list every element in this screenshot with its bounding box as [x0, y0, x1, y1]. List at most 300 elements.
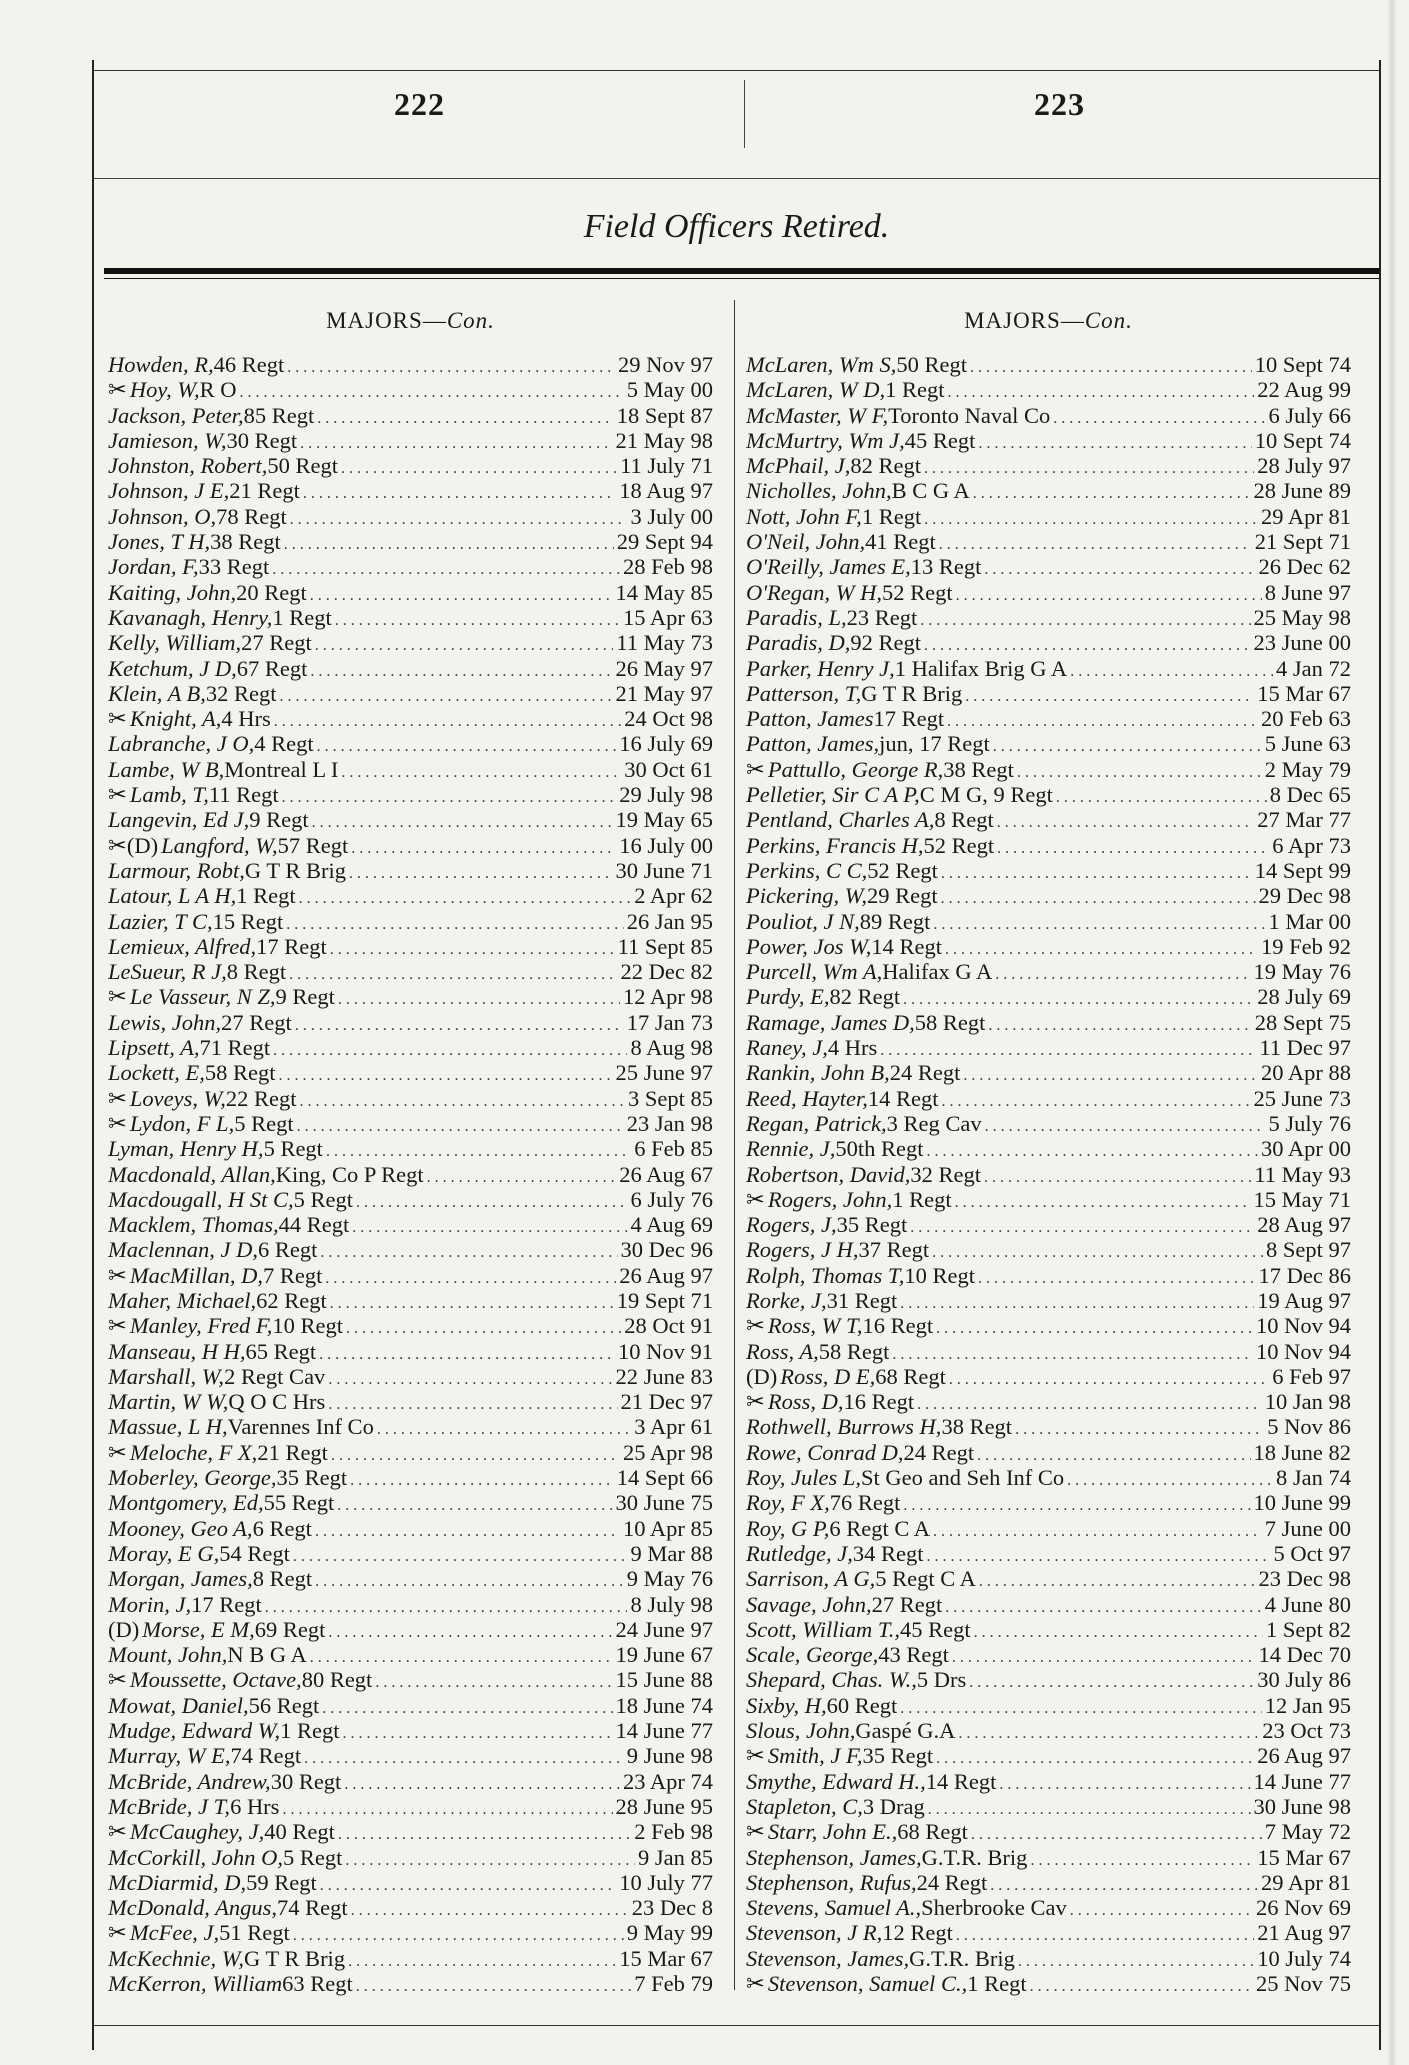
- officer-entry: [746, 1263, 1351, 1288]
- officer-entry: [108, 580, 713, 605]
- officer-unit: 6 Regt: [257, 1237, 318, 1263]
- dot-leader: [917, 1392, 1262, 1414]
- officer-name: Le Vasseur, N Z,: [129, 984, 276, 1010]
- officer-unit: 59 Regt: [246, 1869, 317, 1895]
- officer-name: Marshall, W,: [108, 1363, 225, 1389]
- officer-entry: [108, 1187, 713, 1212]
- officer-unit: 5 Regt: [282, 1844, 343, 1870]
- dot-leader: [338, 1822, 631, 1844]
- dot-leader: [984, 557, 1255, 579]
- retirement-date: 30 June 98: [1253, 1793, 1351, 1819]
- officer-unit: 74 Regt: [276, 1895, 348, 1921]
- officer-name: Lipsett, A,: [108, 1035, 200, 1061]
- entry-marker: ✂: [746, 1819, 765, 1845]
- officer-name: Montgomery, Ed,: [108, 1490, 264, 1516]
- officer-unit: 68 Regt: [897, 1819, 968, 1845]
- retirement-date: 10 June 99: [1253, 1490, 1351, 1516]
- officer-name: McCorkill, John O,: [108, 1844, 283, 1870]
- retirement-date: 7 May 72: [1264, 1819, 1351, 1845]
- officer-name: Stapleton, C,: [746, 1793, 863, 1819]
- officer-name: Loveys, W,: [129, 1085, 226, 1111]
- officer-unit: 67 Regt: [236, 655, 308, 681]
- officer-unit: 41 Regt: [865, 529, 936, 555]
- dot-leader: [924, 633, 1250, 655]
- officer-unit: 55 Regt: [263, 1490, 335, 1516]
- retirement-date: 11 July 71: [620, 453, 713, 479]
- officer-entry: [108, 1237, 713, 1262]
- retirement-date: 30 July 86: [1257, 1667, 1351, 1693]
- officer-unit: 17 Regt: [256, 933, 327, 959]
- officer-name: Pattullo, George R,: [767, 756, 944, 782]
- retirement-date: 28 July 69: [1257, 984, 1351, 1010]
- retirement-date: 16 July 69: [619, 731, 713, 757]
- dot-leader: [1070, 1898, 1253, 1920]
- officer-unit: G T R Brig: [244, 857, 346, 883]
- header-rule: [94, 178, 1379, 179]
- officer-name: Ross, D,: [767, 1389, 844, 1415]
- officer-unit: 24 Regt: [889, 1060, 961, 1086]
- officer-name: Patton, James: [746, 706, 874, 732]
- book-page-spread: [92, 60, 1381, 2050]
- retirement-date: 21 May 97: [615, 680, 713, 706]
- dot-leader: [331, 1443, 620, 1465]
- officer-entry: [746, 1617, 1351, 1642]
- officer-name: Lambe, W B,: [108, 756, 225, 782]
- dot-leader: [941, 861, 1252, 883]
- officer-name: Sixby, H,: [746, 1692, 827, 1718]
- officer-name: McFee, J,: [129, 1920, 220, 1946]
- officer-unit: 29 Regt: [867, 883, 938, 909]
- entry-marker: ✂: [108, 377, 127, 403]
- dot-leader: [1015, 1417, 1264, 1439]
- officer-unit: 71 Regt: [199, 1035, 271, 1061]
- officer-unit: 62 Regt: [256, 1287, 327, 1313]
- dot-leader: [265, 1595, 628, 1617]
- officer-unit: 6 Hrs: [230, 1793, 280, 1819]
- officer-name: O'Reilly, James E,: [746, 554, 911, 580]
- officer-unit: 38 Regt: [943, 756, 1014, 782]
- dot-leader: [979, 1569, 1256, 1591]
- officer-name: Maclennan, J D,: [108, 1237, 258, 1263]
- dot-leader: [949, 1367, 1269, 1389]
- retirement-date: 19 Feb 92: [1261, 933, 1351, 959]
- officer-entry: [746, 1086, 1351, 1111]
- retirement-date: 28 June 89: [1253, 478, 1351, 504]
- dot-leader: [293, 1544, 628, 1566]
- right-officer-list: [746, 352, 1351, 1996]
- right-heading-con: Con.: [1084, 308, 1133, 333]
- officer-name: Scott, William T.,: [746, 1616, 900, 1642]
- officer-entry: [746, 1490, 1351, 1515]
- title-rule-thin: [104, 278, 1379, 279]
- officer-unit: 1 Regt: [861, 503, 922, 529]
- officer-name: Shepard, Chas. W.,: [746, 1667, 917, 1693]
- officer-unit: jun, 17 Regt: [879, 731, 990, 757]
- retirement-date: 4 June 80: [1264, 1591, 1351, 1617]
- dot-leader: [999, 1772, 1250, 1794]
- dot-leader: [978, 431, 1251, 453]
- dot-leader: [1017, 760, 1262, 782]
- retirement-date: 15 Mar 67: [1257, 1844, 1351, 1870]
- bottom-rule: [94, 2025, 1379, 2026]
- officer-name: Roy, F X,: [746, 1490, 830, 1516]
- officer-name: Howden, R,: [108, 352, 214, 377]
- officer-entry: [746, 1212, 1351, 1237]
- retirement-date: 26 Dec 62: [1258, 554, 1351, 580]
- officer-name: Raney, J,: [746, 1035, 828, 1061]
- officer-entry: [108, 1288, 713, 1313]
- officer-unit: 5 Regt: [234, 1110, 294, 1136]
- retirement-date: 10 Nov 94: [1256, 1313, 1351, 1339]
- officer-unit: 20 Regt: [236, 579, 307, 605]
- retirement-date: 20 Apr 88: [1261, 1060, 1351, 1086]
- entry-marker: ✂: [746, 1743, 765, 1769]
- retirement-date: 18 June 82: [1253, 1439, 1351, 1465]
- officer-name: Perkins, C C,: [746, 857, 868, 883]
- officer-name: Robertson, David,: [746, 1161, 911, 1187]
- officer-name: Purcell, Wm A,: [746, 959, 883, 985]
- retirement-date: 14 June 77: [615, 1718, 713, 1744]
- officer-entry: [108, 1364, 713, 1389]
- officer-entry: [108, 833, 713, 858]
- dot-leader: [290, 507, 628, 529]
- officer-entry: [108, 352, 713, 377]
- officer-name: Lydon, F L,: [129, 1110, 235, 1136]
- retirement-date: 10 July 74: [1257, 1945, 1351, 1971]
- officer-entry: [746, 377, 1351, 402]
- officer-entry: [746, 1035, 1351, 1060]
- dot-leader: [933, 912, 1265, 934]
- dot-leader: [932, 1240, 1263, 1262]
- officer-unit: 11 Regt: [208, 782, 279, 808]
- dot-leader: [903, 987, 1254, 1009]
- officer-name: Jackson, Peter,: [108, 402, 244, 428]
- officer-name: Rowe, Conrad D,: [746, 1439, 904, 1465]
- retirement-date: 10 Sept 74: [1254, 352, 1351, 377]
- officer-entry: [108, 1845, 713, 1870]
- retirement-date: 25 Apr 98: [623, 1439, 713, 1465]
- retirement-date: 6 Feb 97: [1272, 1363, 1351, 1389]
- officer-name: Macklem, Thomas,: [108, 1212, 279, 1238]
- officer-unit: King, Co P Regt: [275, 1161, 424, 1187]
- officer-entry: [746, 1743, 1351, 1768]
- officer-name: Sarrison, A G,: [746, 1566, 876, 1592]
- officer-name: Scale, George,: [746, 1642, 879, 1668]
- officer-name: Power, Jos W,: [746, 933, 872, 959]
- dot-leader: [936, 1316, 1253, 1338]
- entry-marker: ✂: [108, 1667, 127, 1693]
- officer-entry: [746, 1667, 1351, 1692]
- officer-entry: [746, 1870, 1351, 1895]
- officer-entry: [746, 1237, 1351, 1262]
- officer-entry: [746, 959, 1351, 984]
- retirement-date: 5 July 76: [1268, 1110, 1351, 1136]
- retirement-date: 28 June 95: [615, 1793, 713, 1819]
- entry-marker: ✂: [746, 756, 765, 782]
- officer-entry: [108, 1971, 713, 1996]
- officer-name: Lockett, E,: [108, 1060, 205, 1086]
- officer-unit: 74 Regt: [230, 1743, 302, 1769]
- officer-name: Jamieson, W,: [108, 427, 227, 453]
- retirement-date: 21 Sept 71: [1254, 529, 1351, 555]
- officer-unit: 54 Regt: [219, 1540, 290, 1566]
- officer-unit: 14 Regt: [925, 1768, 997, 1794]
- retirement-date: 19 June 67: [615, 1642, 713, 1668]
- entry-marker: ✂: [746, 1389, 765, 1415]
- officer-entry: [108, 984, 713, 1009]
- officer-name: Smythe, Edward H.,: [746, 1768, 926, 1794]
- retirement-date: 29 Sept 94: [616, 529, 713, 555]
- officer-name: Kaiting, John,: [108, 579, 237, 605]
- retirement-date: 22 June 83: [615, 1363, 713, 1389]
- officer-unit: B C G A: [891, 478, 970, 504]
- dot-leader: [920, 608, 1250, 630]
- officer-name: Reed, Hayter,: [746, 1085, 868, 1111]
- dot-leader: [295, 1013, 624, 1035]
- retirement-date: 6 Apr 73: [1272, 832, 1351, 858]
- retirement-date: 11 May 73: [616, 630, 713, 656]
- officer-name: Moberley, George,: [108, 1465, 277, 1491]
- officer-unit: 1 Regt: [236, 883, 296, 909]
- page-number-bar: [94, 70, 1379, 178]
- officer-entry: [746, 352, 1351, 377]
- dot-leader: [328, 1620, 612, 1642]
- retirement-date: 29 July 98: [619, 782, 713, 808]
- officer-entry: [108, 1617, 713, 1642]
- dot-leader: [240, 380, 624, 402]
- retirement-date: 11 May 93: [1254, 1161, 1351, 1187]
- retirement-date: 28 Feb 98: [623, 554, 713, 580]
- dot-leader: [325, 1266, 616, 1288]
- dot-leader: [974, 1620, 1263, 1642]
- dot-leader: [945, 1595, 1262, 1617]
- dot-leader: [427, 1165, 617, 1187]
- officer-unit: 82 Regt: [829, 984, 901, 1010]
- retirement-date: 28 Sept 75: [1254, 1009, 1351, 1035]
- entry-marker: ✂: [746, 1313, 765, 1339]
- column-divider: [734, 300, 735, 1990]
- officer-unit: 58 Regt: [914, 1009, 986, 1035]
- section-title: Field Officers Retired.: [583, 208, 890, 245]
- page-edge-shadow: [1387, 0, 1397, 2065]
- officer-name: Hoy, W,: [129, 377, 200, 403]
- officer-name: Roy, Jules L,: [746, 1465, 861, 1491]
- officer-name: Stevenson, James,: [746, 1945, 910, 1971]
- officer-unit: 38 Regt: [941, 1414, 1013, 1440]
- officer-unit: G.T.R. Brig: [921, 1844, 1028, 1870]
- dot-leader: [941, 1089, 1250, 1111]
- officer-unit: 22 Regt: [225, 1085, 297, 1111]
- dot-leader: [933, 1519, 1262, 1541]
- officer-unit: G T R Brig: [244, 1945, 346, 1971]
- dot-leader: [304, 1746, 624, 1768]
- dot-leader: [293, 1923, 624, 1945]
- officer-entry: [746, 478, 1351, 503]
- dot-leader: [955, 1190, 1251, 1212]
- dot-leader: [941, 886, 1256, 908]
- retirement-date: 11 Dec 97: [1259, 1035, 1351, 1061]
- officer-unit: St Geo and Seh Inf Co: [860, 1465, 1065, 1491]
- officer-name: Rankin, John B,: [746, 1060, 890, 1086]
- retirement-date: 30 June 71: [615, 857, 713, 883]
- retirement-date: 15 May 71: [1253, 1186, 1351, 1212]
- officer-entry: [746, 1010, 1351, 1035]
- retirement-date: 19 May 76: [1253, 959, 1351, 985]
- officer-entry: [746, 858, 1351, 883]
- retirement-date: 21 Dec 97: [620, 1389, 713, 1415]
- retirement-date: 23 Dec 98: [1258, 1566, 1351, 1592]
- officer-name: Starr, John E.,: [767, 1819, 898, 1845]
- officer-unit: 46 Regt: [213, 352, 285, 377]
- right-heading-main: MAJORS—: [964, 308, 1085, 333]
- officer-entry: [108, 1414, 713, 1439]
- officer-name: Ross, D E,: [780, 1363, 876, 1389]
- officer-entry: [108, 1162, 713, 1187]
- entry-marker: ✂: [108, 1110, 127, 1136]
- officer-unit: 92 Regt: [850, 630, 922, 656]
- officer-entry: [108, 706, 713, 731]
- entry-marker: ✂: [108, 1262, 127, 1288]
- officer-entry: [746, 1642, 1351, 1667]
- officer-unit: 2 Regt Cav: [224, 1363, 326, 1389]
- officer-name: Johnson, J E,: [108, 478, 230, 504]
- officer-entry: [108, 1920, 713, 1945]
- officer-unit: 30 Regt: [226, 427, 298, 453]
- officer-entry: [108, 1465, 713, 1490]
- retirement-date: 7 Feb 79: [634, 1971, 713, 1996]
- officer-entry: [746, 1187, 1351, 1212]
- dot-leader: [356, 1190, 627, 1212]
- officer-unit: 21 Regt: [229, 478, 300, 504]
- officer-unit: 3 Reg Cav: [886, 1110, 982, 1136]
- officer-name: Rorke, J,: [746, 1287, 827, 1313]
- dot-leader: [350, 1468, 614, 1490]
- dot-leader: [969, 1670, 1254, 1692]
- retirement-date: 8 Jan 74: [1276, 1465, 1351, 1491]
- dot-leader: [315, 1569, 624, 1591]
- officer-unit: 35 Regt: [276, 1465, 348, 1491]
- entry-marker: ✂: [108, 1920, 127, 1946]
- dot-leader: [328, 1367, 612, 1389]
- officer-name: MacMillan, D,: [129, 1262, 263, 1288]
- dot-leader: [939, 532, 1252, 554]
- dot-leader: [985, 1114, 1266, 1136]
- retirement-date: 16 July 00: [619, 832, 713, 858]
- retirement-date: 6 Feb 85: [634, 1136, 713, 1162]
- officer-entry: [108, 504, 713, 529]
- officer-unit: 23 Regt: [846, 604, 918, 630]
- officer-entry: [108, 1769, 713, 1794]
- retirement-date: 5 May 00: [626, 377, 713, 403]
- officer-unit: 8 Regt: [934, 807, 994, 833]
- officer-entry: [746, 1288, 1351, 1313]
- officer-name: McDonald, Angus,: [108, 1895, 277, 1921]
- officer-unit: 30 Regt: [270, 1768, 342, 1794]
- officer-unit: 4 Hrs: [221, 706, 271, 732]
- dot-leader: [287, 355, 615, 377]
- dot-leader: [337, 1493, 612, 1515]
- officer-name: Nicholles, John,: [746, 478, 892, 504]
- retirement-date: 15 Mar 67: [1257, 680, 1351, 706]
- dot-leader: [1030, 1848, 1254, 1870]
- dot-leader: [282, 785, 617, 807]
- officer-unit: 1 Regt: [280, 1718, 340, 1744]
- officer-entry: [108, 1440, 713, 1465]
- officer-unit: 34 Regt: [852, 1540, 924, 1566]
- right-column: [746, 300, 1351, 1996]
- officer-unit: 35 Regt: [836, 1212, 908, 1238]
- entry-marker: ✂: [746, 1971, 765, 1996]
- retirement-date: 19 Aug 97: [1257, 1287, 1351, 1313]
- entry-marker: (D): [108, 1616, 140, 1642]
- retirement-date: 2 Feb 98: [634, 1819, 713, 1845]
- officer-unit: Varennes Inf Co: [227, 1414, 374, 1440]
- officer-entry: [746, 1920, 1351, 1945]
- officer-name: Langevin, Ed J,: [108, 807, 250, 833]
- retirement-date: 9 June 98: [626, 1743, 713, 1769]
- officer-entry: [108, 1490, 713, 1515]
- officer-entry: [746, 1693, 1351, 1718]
- dot-leader: [900, 1291, 1254, 1313]
- page-number-left: 222: [394, 86, 445, 122]
- officer-unit: 15 Regt: [212, 908, 284, 934]
- officer-unit: 35 Regt: [862, 1743, 934, 1769]
- officer-name: Pickering, W,: [746, 883, 868, 909]
- officer-entry: [746, 1162, 1351, 1187]
- officer-unit: 69 Regt: [254, 1616, 326, 1642]
- dot-leader: [977, 1443, 1250, 1465]
- retirement-date: 30 Oct 61: [624, 756, 713, 782]
- officer-name: Langford, W,: [161, 832, 278, 858]
- officer-name: Murray, W E,: [108, 1743, 231, 1769]
- officer-unit: 33 Regt: [198, 554, 270, 580]
- dot-leader: [317, 406, 614, 428]
- officer-name: Rothwell, Burrows H,: [746, 1414, 942, 1440]
- retirement-date: 23 Oct 73: [1262, 1718, 1351, 1744]
- officer-name: Jones, T H,: [108, 529, 211, 555]
- retirement-date: 29 Nov 97: [618, 352, 713, 377]
- dot-leader: [273, 1038, 627, 1060]
- officer-unit: 43 Regt: [878, 1642, 949, 1668]
- left-column: [108, 300, 713, 1996]
- retirement-date: 18 Sept 87: [616, 402, 713, 428]
- dot-leader: [322, 1696, 612, 1718]
- retirement-date: 23 Dec 8: [631, 1895, 713, 1921]
- officer-entry: [108, 377, 713, 402]
- officer-unit: 1 Regt: [967, 1971, 1027, 1996]
- officer-entry: [108, 1086, 713, 1111]
- officer-entry: [108, 1895, 713, 1920]
- officer-entry: [746, 807, 1351, 832]
- officer-entry: [108, 1718, 713, 1743]
- officer-name: McMurtry, Wm J,: [746, 427, 905, 453]
- officer-entry: [746, 1440, 1351, 1465]
- officer-entry: [108, 883, 713, 908]
- officer-name: Stevenson, Samuel C.,: [767, 1971, 968, 1996]
- dot-leader: [341, 760, 621, 782]
- officer-entry: [108, 681, 713, 706]
- retirement-date: 25 May 98: [1253, 604, 1351, 630]
- dot-leader: [326, 1139, 631, 1161]
- officer-unit: G T R Brig: [861, 680, 963, 706]
- officer-unit: G.T.R. Brig: [909, 1945, 1015, 1971]
- officer-entry: [746, 428, 1351, 453]
- retirement-date: 8 July 98: [630, 1591, 713, 1617]
- retirement-date: 14 Dec 70: [1258, 1642, 1351, 1668]
- dot-leader: [926, 1544, 1270, 1566]
- dot-leader: [990, 1873, 1258, 1895]
- retirement-date: 14 Sept 99: [1254, 857, 1351, 883]
